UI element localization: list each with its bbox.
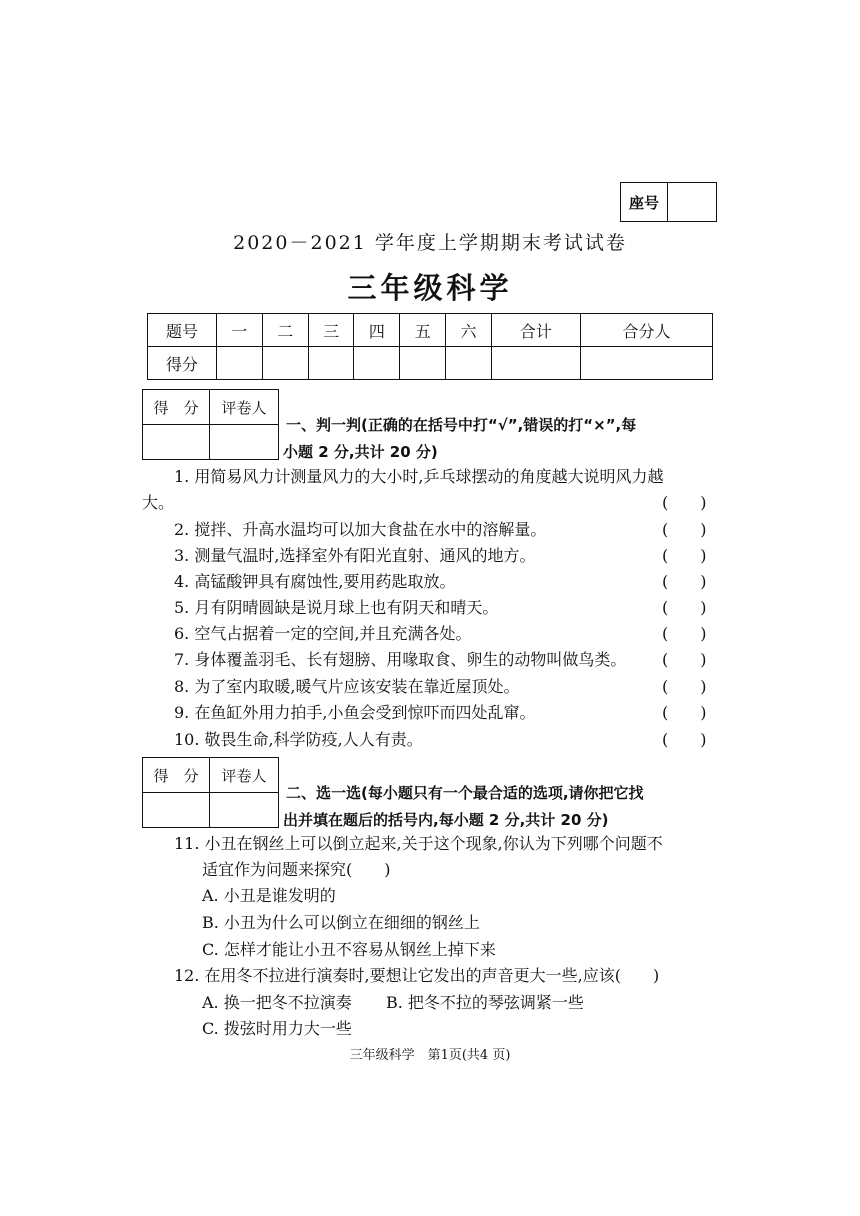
question-5: 5. 月有阴晴圆缺是说月球上也有阴天和晴天。	[174, 598, 499, 617]
question-11-line2: 适宜作为问题来探究( )	[202, 860, 391, 879]
header-cell: 四	[354, 314, 400, 347]
score-label-cell: 得分	[148, 347, 217, 380]
header-cell: 三	[308, 314, 354, 347]
exam-title: 2020－2021 学年度上学期期末考试试卷	[233, 232, 627, 254]
subject-title: 三年级科学	[347, 271, 513, 305]
question-9: 9. 在鱼缸外用力拍手,小鱼会受到惊吓而四处乱窜。	[174, 703, 536, 722]
grader-score-label: 得 分	[143, 390, 210, 425]
answer-paren-8[interactable]: ( )	[662, 677, 707, 696]
section2-heading-line1: 二、选一选(每小题只有一个最合适的选项,请你把它找	[286, 784, 644, 802]
header-cell: 五	[400, 314, 446, 347]
seat-value-cell[interactable]	[668, 183, 717, 222]
question-11-option-c[interactable]: C. 怎样才能让小丑不容易从钢丝上掉下来	[202, 940, 496, 959]
grader-name-label: 评卷人	[210, 390, 279, 425]
score-row	[148, 347, 713, 380]
question-12-option-c[interactable]: C. 拨弦时用力大一些	[202, 1019, 352, 1038]
score-cell[interactable]	[217, 347, 263, 380]
answer-paren-6[interactable]: ( )	[662, 624, 707, 643]
answer-paren-7[interactable]: ( )	[662, 650, 707, 669]
grader-box-section1	[142, 389, 279, 460]
answer-paren-4[interactable]: ( )	[662, 572, 707, 591]
header-cell: 合计	[491, 314, 580, 347]
page-footer: 三年级科学 第1页(共4 页)	[349, 1048, 511, 1063]
score-cell[interactable]	[308, 347, 354, 380]
question-6: 6. 空气占据着一定的空间,并且充满各处。	[174, 624, 472, 643]
section1-heading-line2: 小题 2 分,共计 20 分)	[283, 443, 438, 461]
question-11-option-a[interactable]: A. 小丑是谁发明的	[202, 886, 336, 905]
score-cell[interactable]	[580, 347, 712, 380]
score-cell[interactable]	[262, 347, 308, 380]
score-summary-table	[147, 313, 713, 380]
header-cell: 二	[262, 314, 308, 347]
answer-paren-5[interactable]: ( )	[662, 598, 707, 617]
grader-name-cell[interactable]	[210, 793, 279, 828]
header-cell: 题号	[148, 314, 217, 347]
grader-name-label: 评卷人	[210, 758, 279, 793]
section2-heading-line2: 出并填在题后的括号内,每小题 2 分,共计 20 分)	[283, 811, 609, 829]
question-7: 7. 身体覆盖羽毛、长有翅膀、用喙取食、卵生的动物叫做鸟类。	[174, 650, 627, 669]
question-12-line1: 12. 在用冬不拉进行演奏时,要想让它发出的声音更大一些,应该( )	[174, 966, 660, 985]
question-2: 2. 搅拌、升高水温均可以加大食盐在水中的溶解量。	[174, 520, 547, 539]
score-cell[interactable]	[400, 347, 446, 380]
seat-number-box	[620, 182, 717, 222]
section1-heading-line1: 一、判一判(正确的在括号中打“√”,错误的打“×”,每	[286, 416, 637, 434]
grader-score-cell[interactable]	[143, 425, 210, 460]
grader-score-cell[interactable]	[143, 793, 210, 828]
answer-paren-2[interactable]: ( )	[662, 520, 707, 539]
question-10: 10. 敬畏生命,科学防疫,人人有责。	[174, 730, 423, 749]
question-12-option-a[interactable]: A. 换一把冬不拉演奏	[202, 993, 352, 1012]
score-cell[interactable]	[446, 347, 492, 380]
grader-name-cell[interactable]	[210, 425, 279, 460]
grader-box-section2	[142, 757, 279, 828]
question-11-option-b[interactable]: B. 小丑为什么可以倒立在细细的钢丝上	[202, 913, 480, 932]
question-3: 3. 测量气温时,选择室外有阳光直射、通风的地方。	[174, 546, 536, 565]
answer-paren-9[interactable]: ( )	[662, 703, 707, 722]
answer-paren-3[interactable]: ( )	[662, 546, 707, 565]
question-12-option-b[interactable]: B. 把冬不拉的琴弦调紧一些	[386, 993, 584, 1012]
seat-label: 座号	[621, 183, 668, 222]
answer-paren-1[interactable]: ( )	[662, 493, 707, 512]
answer-paren-10[interactable]: ( )	[662, 730, 707, 749]
score-header-row	[148, 314, 713, 347]
question-4: 4. 高锰酸钾具有腐蚀性,要用药匙取放。	[174, 572, 456, 591]
header-cell: 六	[446, 314, 492, 347]
score-cell[interactable]	[491, 347, 580, 380]
score-cell[interactable]	[354, 347, 400, 380]
question-11-line1: 11. 小丑在钢丝上可以倒立起来,关于这个现象,你认为下列哪个问题不	[174, 834, 663, 853]
question-1-line1: 1. 用简易风力计测量风力的大小时,乒乓球摆动的角度越大说明风力越	[174, 467, 664, 486]
header-cell: 合分人	[580, 314, 712, 347]
question-8: 8. 为了室内取暖,暖气片应该安装在靠近屋顶处。	[174, 677, 520, 696]
question-1-line2: 大。	[142, 493, 175, 512]
header-cell: 一	[217, 314, 263, 347]
grader-score-label: 得 分	[143, 758, 210, 793]
